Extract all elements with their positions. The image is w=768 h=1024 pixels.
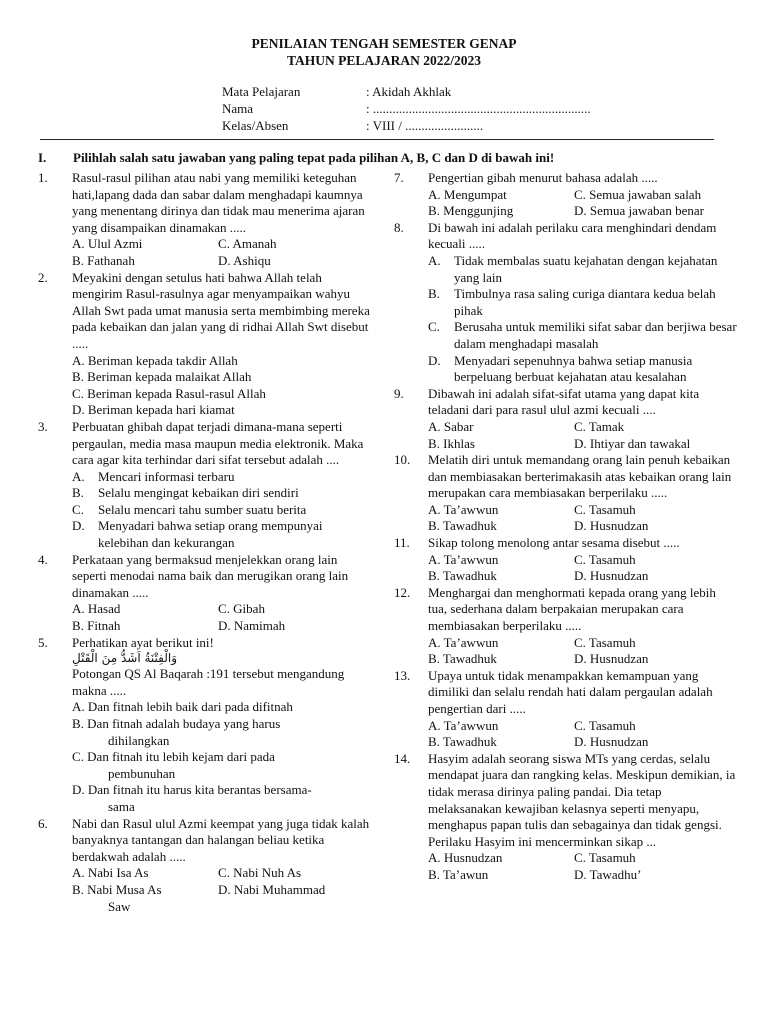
- question-text: Dibawah ini adalah sifat-sifat utama yang dapat kita teladani dari para rasul ulul azmi kecuali ....: [428, 385, 700, 418]
- option-b[interactable]: B. Tawadhuk: [428, 734, 497, 750]
- question-number: 7.: [394, 170, 404, 185]
- question-number: 9.: [394, 385, 404, 401]
- option-text-cont: pembunuhan: [108, 765, 176, 781]
- option-text: Selalu mengingat kebaikan diri sendiri: [98, 485, 299, 501]
- option-a[interactable]: A. Beriman kepada takdir Allah: [72, 352, 238, 368]
- option-c[interactable]: C. Tasamuh: [574, 850, 636, 866]
- section-number: I.: [38, 150, 47, 165]
- option-c[interactable]: C. Tamak: [574, 418, 625, 434]
- option-b[interactable]: B. Tawadhuk: [428, 518, 497, 534]
- question-number: 5.: [38, 634, 48, 650]
- question-text: Hasyim adalah seorang siswa MTs yang cerdas, selalu mendapat juara dan rangking kelas. Meskipun demikian, ia tidak merasa dirinya paling pandai. Dia tetap melaksanakan kewajiban kelasnya seperti menyapu, menghapus papan tulis dan sebagainya dan tidak gengsi. Perilaku Hasyim ini mencerminkan sikap ...: [428, 750, 736, 849]
- option-c[interactable]: C. Nabi Nuh As: [218, 865, 302, 881]
- question-text: Pengertian gibah menurut bahasa adalah .....: [428, 170, 658, 185]
- option-d[interactable]: D. Husnudzan: [574, 651, 649, 667]
- question-number: 3.: [38, 418, 48, 434]
- option-a[interactable]: A. Nabi Isa As: [72, 865, 149, 881]
- question-14: [394, 751, 738, 884]
- question-number: 4.: [38, 551, 48, 567]
- field-value: : Akidah Akhlak: [366, 84, 452, 99]
- option-a[interactable]: A. Ulul Azmi: [72, 236, 143, 252]
- option-b[interactable]: B. Ikhlas: [428, 435, 475, 451]
- option-b[interactable]: B. Beriman kepada malaikat Allah: [72, 369, 252, 385]
- option-letter: D.: [72, 518, 85, 534]
- option-d[interactable]: D. Husnudzan: [574, 568, 649, 584]
- question-text: Meyakini dengan setulus hati bahwa Allah telah mengirim Rasul-rasulnya agar menyampaikan wahyu Allah Swt pada umat manusia serta membimbing mereka pada kebaikan dan jalan yang di ridhai Allah Swt disebut .....: [72, 269, 370, 351]
- answer-options: [428, 502, 738, 535]
- question-number: 13.: [394, 667, 411, 683]
- option-c[interactable]: C. Tasamuh: [574, 717, 636, 733]
- option-text: Menyadari bahwa setiap orang mempunyai kelebihan dan kekurangan: [98, 518, 323, 551]
- option-d[interactable]: D. Beriman kepada hari kiamat: [72, 402, 235, 418]
- option-a[interactable]: A. Dan fitnah lebih baik dari pada difitnah: [72, 699, 293, 715]
- question-text: Perhatikan ayat berikut ini!: [72, 634, 214, 650]
- option-a[interactable]: A. Ta’awwun: [428, 717, 499, 733]
- option-a[interactable]: A. Ta’awwun: [428, 634, 499, 650]
- question-text: Upaya untuk tidak menampakkan kemampuan yang dimiliki dan selalu rendah hati dalam pergaulan adalah pengertian dari .....: [428, 667, 713, 716]
- question-10: [394, 452, 738, 535]
- section-instruction: Pilihlah salah satu jawaban yang paling tepat pada pilihan A, B, C dan D di bawah ini!: [73, 150, 555, 165]
- field-label: Kelas/Absen: [222, 118, 289, 133]
- answer-options: [428, 187, 738, 220]
- question-8: [394, 220, 738, 386]
- option-b[interactable]: B. Nabi Musa As: [72, 881, 162, 897]
- question-2: [38, 270, 374, 419]
- option-text: Tidak membalas suatu kejahatan dengan kejahatan yang lain: [454, 252, 718, 285]
- option-c[interactable]: C. Semua jawaban salah: [574, 186, 702, 202]
- option-d[interactable]: D. Ashiqu: [218, 252, 271, 268]
- option-letter: B.: [428, 286, 440, 302]
- question-text: Sikap tolong menolong antar sesama disebut .....: [428, 535, 680, 551]
- option-a[interactable]: A. Hasad: [72, 601, 121, 617]
- option-a[interactable]: [72, 469, 374, 486]
- field-value: : VIII / ........................: [366, 118, 484, 133]
- option-b[interactable]: B. Tawadhuk: [428, 651, 497, 667]
- exam-year: TAHUN PELAJARAN 2022/2023: [286, 53, 481, 68]
- option-text: Mencari informasi terbaru: [98, 468, 235, 484]
- option-a[interactable]: A. Ta’awwun: [428, 501, 499, 517]
- option-c[interactable]: C. Tasamuh: [574, 634, 636, 650]
- question-13: [394, 668, 738, 751]
- answer-options: [72, 865, 374, 898]
- option-letter: D.: [428, 352, 441, 368]
- option-text: B. Dan fitnah adalah budaya yang harus: [72, 716, 281, 731]
- question-5: [38, 635, 374, 816]
- question-1: [38, 170, 374, 270]
- option-b[interactable]: B. Tawadhuk: [428, 568, 497, 584]
- question-text: Rasul-rasul pilihan atau nabi yang memiliki keteguhan hati,lapang dada dan sabar dalam menghadapi kaumnya yang menentang dirinya dan tidak mau menerima ajaran yang disampaikan dinamakan .....: [72, 170, 365, 235]
- question-3: [38, 419, 374, 552]
- option-b[interactable]: B. Ta’awun: [428, 866, 489, 882]
- question-number: 2.: [38, 269, 48, 285]
- question-number: 1.: [38, 170, 48, 185]
- field-label: Mata Pelajaran: [222, 84, 301, 99]
- option-d[interactable]: [428, 353, 738, 386]
- answer-options: [428, 635, 738, 668]
- question-text: Perkataan yang bermaksud menjelekkan orang lain seperti menodai nama baik dan merugikan orang lain dinamakan .....: [72, 551, 349, 600]
- answer-options: [428, 419, 738, 452]
- option-b[interactable]: B. Fitnah: [72, 618, 121, 634]
- option-text-cont: dihilangkan: [108, 732, 170, 748]
- question-11: [394, 535, 738, 585]
- option-c[interactable]: [72, 502, 374, 519]
- option-c[interactable]: C. Amanah: [218, 236, 277, 252]
- option-letter: C.: [72, 501, 84, 517]
- option-c[interactable]: C. Gibah: [218, 601, 265, 617]
- option-c[interactable]: C. Tasamuh: [574, 501, 636, 517]
- question-9: [394, 386, 738, 452]
- question-number: 10.: [394, 452, 411, 468]
- option-c[interactable]: [72, 749, 374, 782]
- option-b[interactable]: B. Fathanah: [72, 252, 135, 268]
- option-b[interactable]: [72, 716, 374, 749]
- option-b[interactable]: [72, 485, 374, 502]
- option-text: Timbulnya rasa saling curiga diantara kedua belah pihak: [454, 286, 716, 318]
- left-column: [38, 170, 374, 915]
- option-d[interactable]: D. Semua jawaban benar: [574, 203, 704, 219]
- exam-title: PENILAIAN TENGAH SEMESTER GENAP: [251, 36, 517, 51]
- option-text: Berusaha untuk memiliki sifat sabar dan berjiwa besar dalam menghadapi masalah: [454, 319, 737, 351]
- option-d[interactable]: D. Tawadhu’: [574, 866, 642, 882]
- question-text: Melatih diri untuk memandang orang lain penuh kebaikan dan membiasakan berterimakasih atas kebaikan orang lain merupakan cara membiasakan berperilaku .....: [428, 452, 732, 501]
- option-text: C. Dan fitnah itu lebih kejam dari pada: [72, 749, 275, 765]
- option-letter: A.: [428, 252, 441, 268]
- answer-options: [72, 601, 374, 634]
- option-text: Selalu mencari tahu sumber suatu berita: [98, 501, 307, 517]
- option-a[interactable]: A. Mengumpat: [428, 186, 507, 202]
- option-d[interactable]: [72, 782, 374, 815]
- answer-options: [72, 236, 374, 269]
- option-a[interactable]: [428, 253, 738, 286]
- question-text: Di bawah ini adalah perilaku cara menghindari dendam kecuali .....: [428, 219, 717, 252]
- option-b[interactable]: [428, 286, 738, 319]
- option-text: Menyadari sepenuhnya bahwa setiap manusia berpeluang berbuat kejahatan atau kesalahan: [454, 352, 693, 385]
- option-letter: A.: [72, 468, 85, 484]
- option-d[interactable]: D. Husnudzan: [574, 734, 649, 750]
- question-6: [38, 816, 374, 916]
- answer-options: [428, 718, 738, 751]
- option-letter: B.: [72, 485, 84, 501]
- option-a[interactable]: A. Ta’awwun: [428, 551, 499, 567]
- arabic-verse: وَالْفِتْنَةُ اَشَدُّ مِنَ الْقَتْلِ: [72, 651, 177, 666]
- header-divider: [40, 139, 714, 140]
- question-text-2: Potongan QS Al Baqarah :191 tersebut mengandung makna .....: [72, 666, 345, 698]
- answer-options: [428, 552, 738, 585]
- option-d[interactable]: [72, 518, 374, 551]
- question-number: 14.: [394, 750, 411, 766]
- question-number: 11.: [394, 535, 410, 551]
- field-value: : ...................................................................: [366, 101, 591, 116]
- option-a[interactable]: A. Sabar: [428, 418, 474, 434]
- option-text: D. Dan fitnah itu harus kita berantas bersama-: [72, 782, 312, 798]
- option-c[interactable]: C. Beriman kepada Rasul-rasul Allah: [72, 385, 266, 401]
- field-label: Nama: [222, 101, 254, 116]
- option-d[interactable]: D. Ihtiyar dan tawakal: [574, 435, 691, 451]
- question-number: 6.: [38, 815, 48, 831]
- question-number: 12.: [394, 584, 411, 600]
- option-text-cont: sama: [108, 798, 135, 814]
- option-d-cont: Saw: [108, 898, 131, 914]
- option-letter: C.: [428, 319, 440, 335]
- option-a[interactable]: A. Husnudzan: [428, 850, 503, 866]
- option-d[interactable]: D. Husnudzan: [574, 518, 649, 534]
- question-7: [394, 170, 738, 220]
- question-text: Nabi dan Rasul ulul Azmi keempat yang juga tidak kalah banyaknya tantangan dan halangan beliau ketika berdakwah adalah .....: [72, 815, 370, 864]
- question-text: Menghargai dan menghormati kepada orang yang lebih tua, sederhana dalam berpakaian merupakan cara membiasakan berperilaku .....: [428, 584, 716, 634]
- option-c[interactable]: [428, 319, 738, 352]
- question-12: [394, 585, 738, 668]
- option-d[interactable]: D. Nabi Muhammad: [218, 881, 326, 897]
- option-b[interactable]: B. Menggunjing: [428, 203, 514, 219]
- question-text: Perbuatan ghibah dapat terjadi dimana-mana seperti pergaulan, media masa maupun media elektronik. Maka cara agar kita terhindar dari sifat tersebut adalah ....: [72, 418, 364, 468]
- answer-options: [428, 850, 738, 883]
- question-4: [38, 552, 374, 635]
- right-column: [394, 170, 738, 884]
- question-number: 8.: [394, 219, 404, 235]
- option-c[interactable]: C. Tasamuh: [574, 551, 636, 567]
- option-d[interactable]: D. Namimah: [218, 618, 286, 634]
